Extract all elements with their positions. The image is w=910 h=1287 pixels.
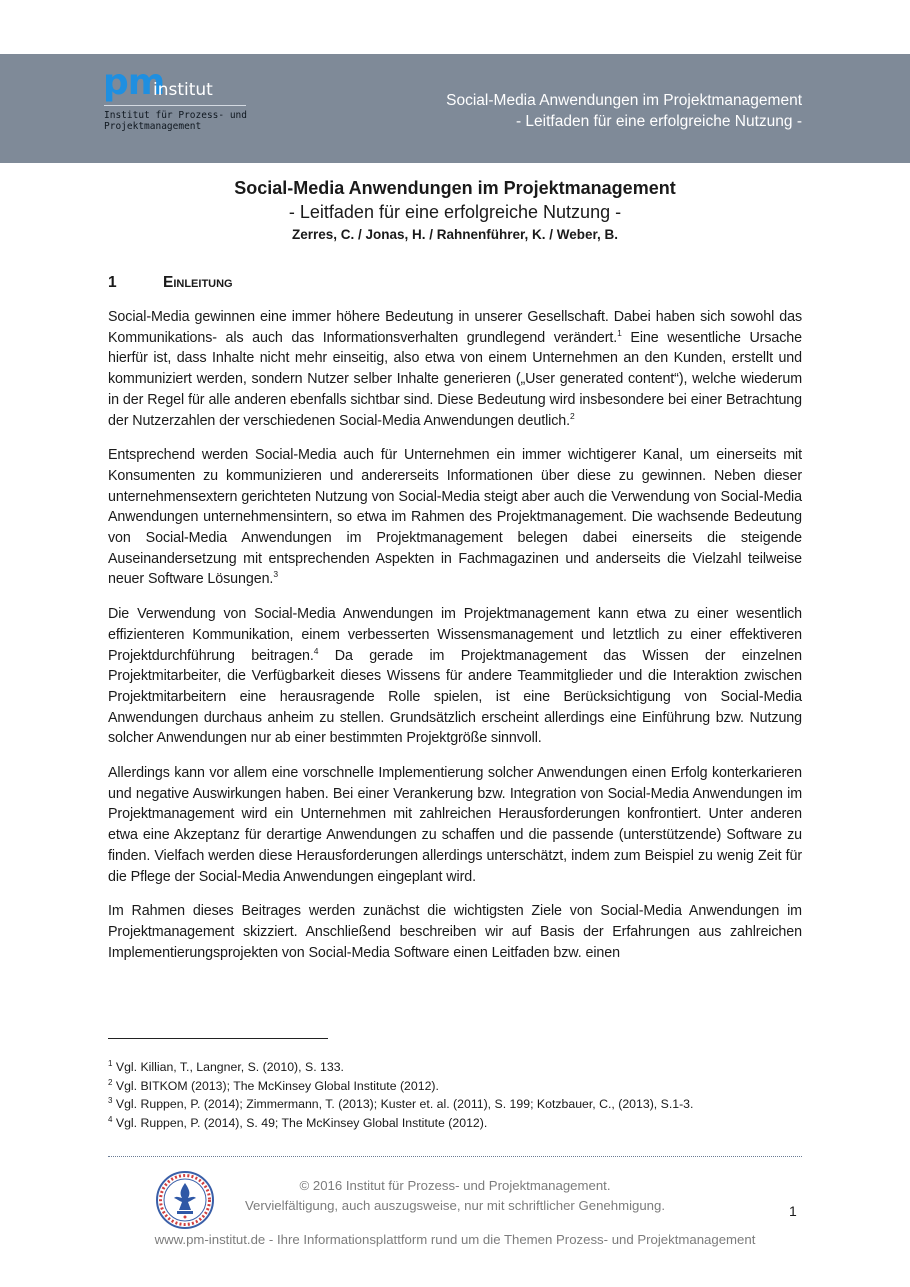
paragraph-text: Da gerade im Projektmanagement das Wissen der einzelnen Projektmitarbeiter, die Verfügbarkeit dieses Wissens für andere Teammitglieder und die Interaktion zwischen Projektmitarbeitern eine herausragende Rolle spielen, ist eine Berücksichtigung von Social-Media Anwendungen durchaus anheim zu stellen. Grundsätzlich erscheint allerdings eine Einführung bzw. Nutzung solcher Anwendungen nur ab einer bestimmten Projektgröße sinnvoll. [108,647,803,747]
logo-divider [104,105,246,106]
footnotes [108,1058,808,1132]
paragraph [108,445,802,590]
header-title-line1: Social-Media Anwendungen im Projektmanagement [446,92,802,109]
footnote-ref[interactable]: 2 [570,410,575,421]
footnote-ref[interactable]: 1 [617,327,622,338]
page-header [0,54,910,163]
footnote [108,1114,808,1133]
pm-institut-logo [100,62,300,146]
logo-subtitle [104,110,264,132]
paragraph [108,307,802,431]
paragraph-text: Eine wesentliche Ursache hierfür ist, dass Inhalte nicht mehr einseitig, also etwa von einem Unternehmen an den Kunden, erstellt und kommuniziert werden, sondern Nutzer selber Inhalte generieren („User generated content“), welche wiederum in der Regel für alle anderen ebenfalls sichtbar sind. Diese Bedeutung wird insbesondere bei einer Betrachtung der Nutzerzahlen der verschiedenen Social-Media Anwendungen deutlich. [108,329,802,429]
paragraph-text: Die Verwendung von Social-Media Anwendungen im Projektmanagement kann etwa zu einer wesentlich effizienteren Kommunikation, einem verbesserten Wissensmanagement und letztlich zu einer effektiveren Projektdurchführung beitragen. [108,606,802,664]
section-heading [108,274,233,292]
footnote-number: 2 [108,1077,113,1087]
body-text [108,307,802,977]
logo-subtitle-line2: Projektmanagement [104,121,202,132]
paragraph-text: Entsprechend werden Social-Media auch für Unternehmen ein immer wichtigerer Kanal, um einerseits mit Konsumenten zu kommunizieren und andererseits Informationen über diese zu gewinnen. Neben dieser unternehmensextern gerichteten Nutzung von Social-Media steigt aber auch die Verwendung von Social-Media Anwendungen unternehmensintern, so etwa im Rahmen des Projektmanagement. Die wachsende Bedeutung von Social-Media Anwendungen im Projektmanagement belegen dabei einerseits die steigende Auseinandersetzung mit entsprechenden Aspekten in Fachmagazinen und anderseits die Vielzahl teilweise neuer Software Lösungen. [108,447,802,588]
paragraph-text: Social-Media gewinnen eine immer höhere Bedeutung in unserer Gesellschaft. Dabei haben sich sowohl das Kommunikations- als auch das Informationsverhalten grundlegend verändert. [108,309,802,346]
footnote [108,1058,808,1077]
page-number: 1 [789,1203,797,1219]
copyright-line1: © 2016 Institut für Prozess- und Projektmanagement. [299,1178,611,1193]
footnote-text: Vgl. Ruppen, P. (2014), S. 49; The McKinsey Global Institute (2012). [112,1115,488,1130]
logo-pm: pm [103,62,165,103]
document-title-block [0,176,910,245]
footer-divider [108,1156,802,1157]
document-title: Social-Media Anwendungen im Projektmanagement [234,178,676,198]
logo-institut: institut [153,80,213,100]
footnote [108,1077,808,1096]
copyright-notice [0,1176,910,1216]
paragraph-text: Allerdings kann vor allem eine vorschnelle Implementierung solcher Anwendungen einen Erfolg konterkarieren und negative Auswirkungen haben. Bei einer Verankerung bzw. Integration von Social-Media Anwendungen im Projektmanagement wird ein Unternehmen mit zahlreichen Herausforderungen konfrontiert. Unter anderen etwa eine Akzeptanz für derartige Anwendungen zu schaffen und die passende (unterstützende) Software zu finden. Vielfach werden diese Herausforderungen allerdings unterschätzt, indem zum Beispiel zu wenig Zeit für die Pflege der Social-Media Anwendungen eingeplant wird. [108,765,802,885]
footnote-ref[interactable]: 3 [273,569,278,580]
footnote [108,1095,808,1114]
document-authors: Zerres, C. / Jonas, H. / Rahnenführer, K. / Weber, B. [291,227,619,242]
footnote-ref[interactable]: 4 [313,645,319,656]
section-title: Einleitung [163,274,233,291]
website-footer-link[interactable]: www.pm-institut.de - Ihre Informationsplattform rund um die Themen Prozess- und Projektmanagement [154,1232,756,1247]
paragraph-text: Im Rahmen dieses Beitrages werden zunächst die wichtigsten Ziele von Social-Media Anwendungen im Projektmanagement skizziert. Anschließend beschreiben wir auf Basis der Erfahrungen aus zahlreichen Implementierungsprojekten von Social-Media Software einen Leitfaden bzw. einen [108,903,802,961]
section-number: 1 [108,274,117,291]
header-title-line2: - Leitfaden für eine erfolgreiche Nutzung - [515,113,802,130]
header-title [446,90,802,132]
footnote-text: Vgl. Ruppen, P. (2014); Zimmermann, T. (2013); Kuster et. al. (2011), S. 199; Kotzbauer, C., (2013), S.1-3. [112,1097,694,1112]
footnote-number: 4 [108,1114,113,1124]
document-subtitle: - Leitfaden für eine erfolgreiche Nutzung - [288,202,622,222]
footnote-text: Vgl. BITKOM (2013); The McKinsey Global Institute (2012). [112,1078,439,1093]
paragraph [108,901,802,963]
footnote-text: Vgl. Killian, T., Langner, S. (2010), S. 133. [112,1060,344,1074]
paragraph [108,763,802,887]
footnote-number: 1 [108,1058,113,1068]
copyright-line2: Vervielfältigung, auch auszugsweise, nur mit schriftlicher Genehmigung. [244,1198,666,1213]
footnote-number: 3 [108,1096,113,1106]
paragraph [108,604,802,749]
footnote-separator [108,1038,328,1039]
logo-subtitle-line1: Institut für Prozess- und [104,110,247,121]
